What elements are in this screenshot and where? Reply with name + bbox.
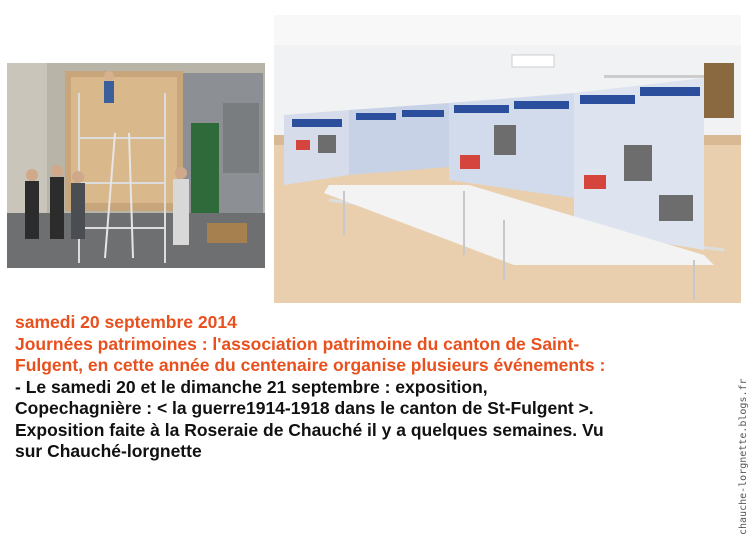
scaffold-mural-photo: [7, 63, 265, 268]
caption-intro-line-1: Journées patrimoines : l'association patrimoine du canton de Saint-: [15, 333, 580, 354]
caption-detail-line-1: - Le samedi 20 et le dimanche 21 septembre : exposition,: [15, 376, 488, 397]
caption-detail-line-4: sur Chauché-lorgnette: [15, 441, 202, 461]
caption-detail-line-3: Exposition faite à la Roseraie de Chauché il y a quelques semaines. Vu: [15, 419, 604, 440]
caption-detail-line-2: Copechagnière : < la guerre1914-1918 dans le canton de St-Fulgent >.: [15, 398, 594, 418]
exhibition-room-photo: [274, 15, 741, 303]
blog-watermark: chauche-lorgnette.blogs.fr: [738, 378, 749, 535]
caption-date: samedi 20 septembre 2014: [15, 312, 237, 332]
caption-intro-line-2: Fulgent, en cette année du centenaire organise plusieurs événements :: [15, 355, 606, 375]
caption: [15, 312, 715, 463]
